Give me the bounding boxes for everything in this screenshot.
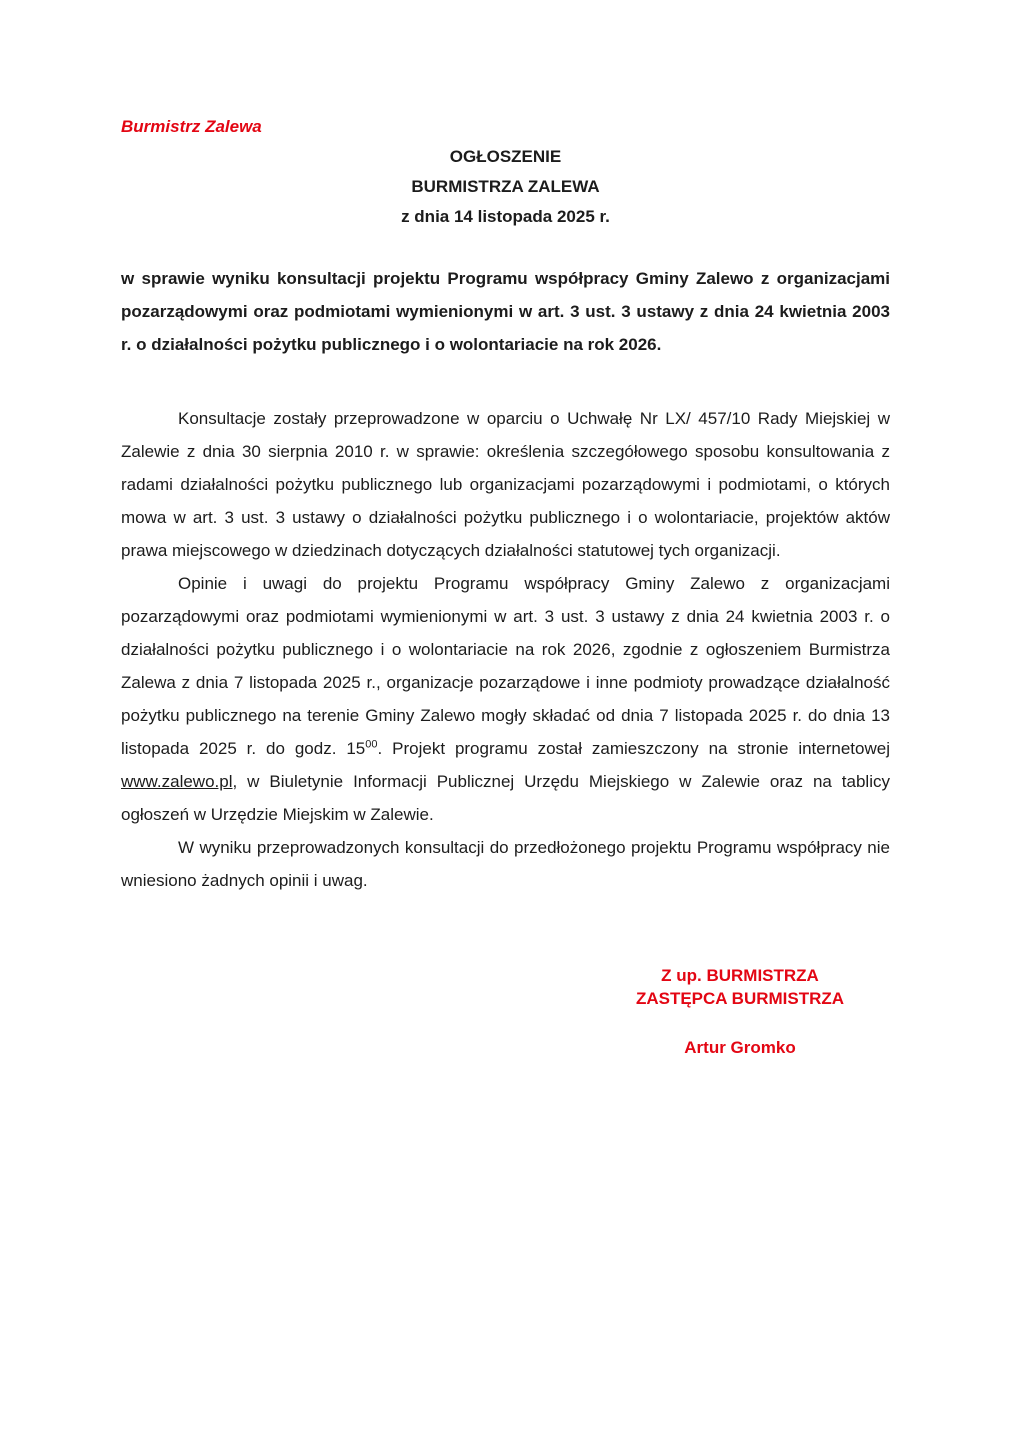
signature-authority-line-1: Z up. BURMISTRZA (661, 966, 819, 985)
announcement-issuer: BURMISTRZA ZALEWA (411, 177, 600, 196)
body-paragraph-2-text-b: . Projekt programu został zamieszczony na stronie internetowej (377, 739, 890, 758)
signature-name: Artur Gromko (684, 1038, 796, 1057)
announcement-heading-block (121, 142, 890, 232)
body-paragraph-3: W wyniku przeprowadzonych konsultacji do przedłożonego projektu Programu współpracy nie wniesiono żadnych opinii i uwag. (121, 838, 890, 890)
subject-paragraph: w sprawie wyniku konsultacji projektu Programu współpracy Gminy Zalewo z organizacjami pozarządowymi oraz podmiotami wymienionymi w art. 3 ust. 3 ustawy z dnia 24 kwietnia 2003 r. o działalności pożytku publicznego i o wolontariacie na rok 2026. (121, 269, 890, 354)
body-paragraph-2 (121, 567, 890, 831)
document-content (121, 0, 890, 1059)
announcement-title: OGŁOSZENIE (449, 147, 562, 166)
body-paragraph-2-text-a: Opinie i uwagi do projektu Programu współpracy Gminy Zalewo z organizacjami pozarządowymi oraz podmiotami wymienionymi w art. 3 ust. 3 ustawy z dnia 24 kwietnia 2003 r. o działalności pożytku publicznego i o wolontariacie na rok 2026, zgodnie z ogłoszeniem Burmistrza Zalewa z dnia 7 listopada 2025 r., organizacje pozarządowe i inne podmioty prowadzące działalność pożytku publicznego na terenie Gminy Zalewo mogły składać od dnia 7 listopada 2025 r. do dnia 13 listopada 2025 r. do godz. 15 (121, 574, 890, 758)
signature-block (600, 964, 880, 1059)
body-paragraph-2-text-c: , w Biuletynie Informacji Publicznej Urzędu Miejskiego w Zalewie oraz na tablicy ogłoszeń w Urzędzie Miejskim w Zalewie. (121, 772, 890, 824)
hour-superscript: 00 (365, 738, 378, 751)
body-paragraph-1: Konsultacje zostały przeprowadzone w oparciu o Uchwałę Nr LX/ 457/10 Rady Miejskiej w Zalewie z dnia 30 sierpnia 2010 r. w sprawie: określenia szczegółowego sposobu konsultowania z radami działalności pożytku publicznego lub organizacjami pozarządowymi i podmiotami, o których mowa w art. 3 ust. 3 ustawy o działalności pożytku publicznego i o wolontariacie, projektów aktów prawa miejscowego w dziedzinach dotyczących działalności statutowej tych organizacji. (121, 409, 890, 560)
zalewo-website-link[interactable]: www.zalewo.pl (121, 772, 233, 791)
sender-line: Burmistrz Zalewa (121, 117, 262, 136)
signature-authority-line-2: ZASTĘPCA BURMISTRZA (635, 989, 845, 1008)
announcement-date: z dnia 14 listopada 2025 r. (401, 207, 610, 226)
